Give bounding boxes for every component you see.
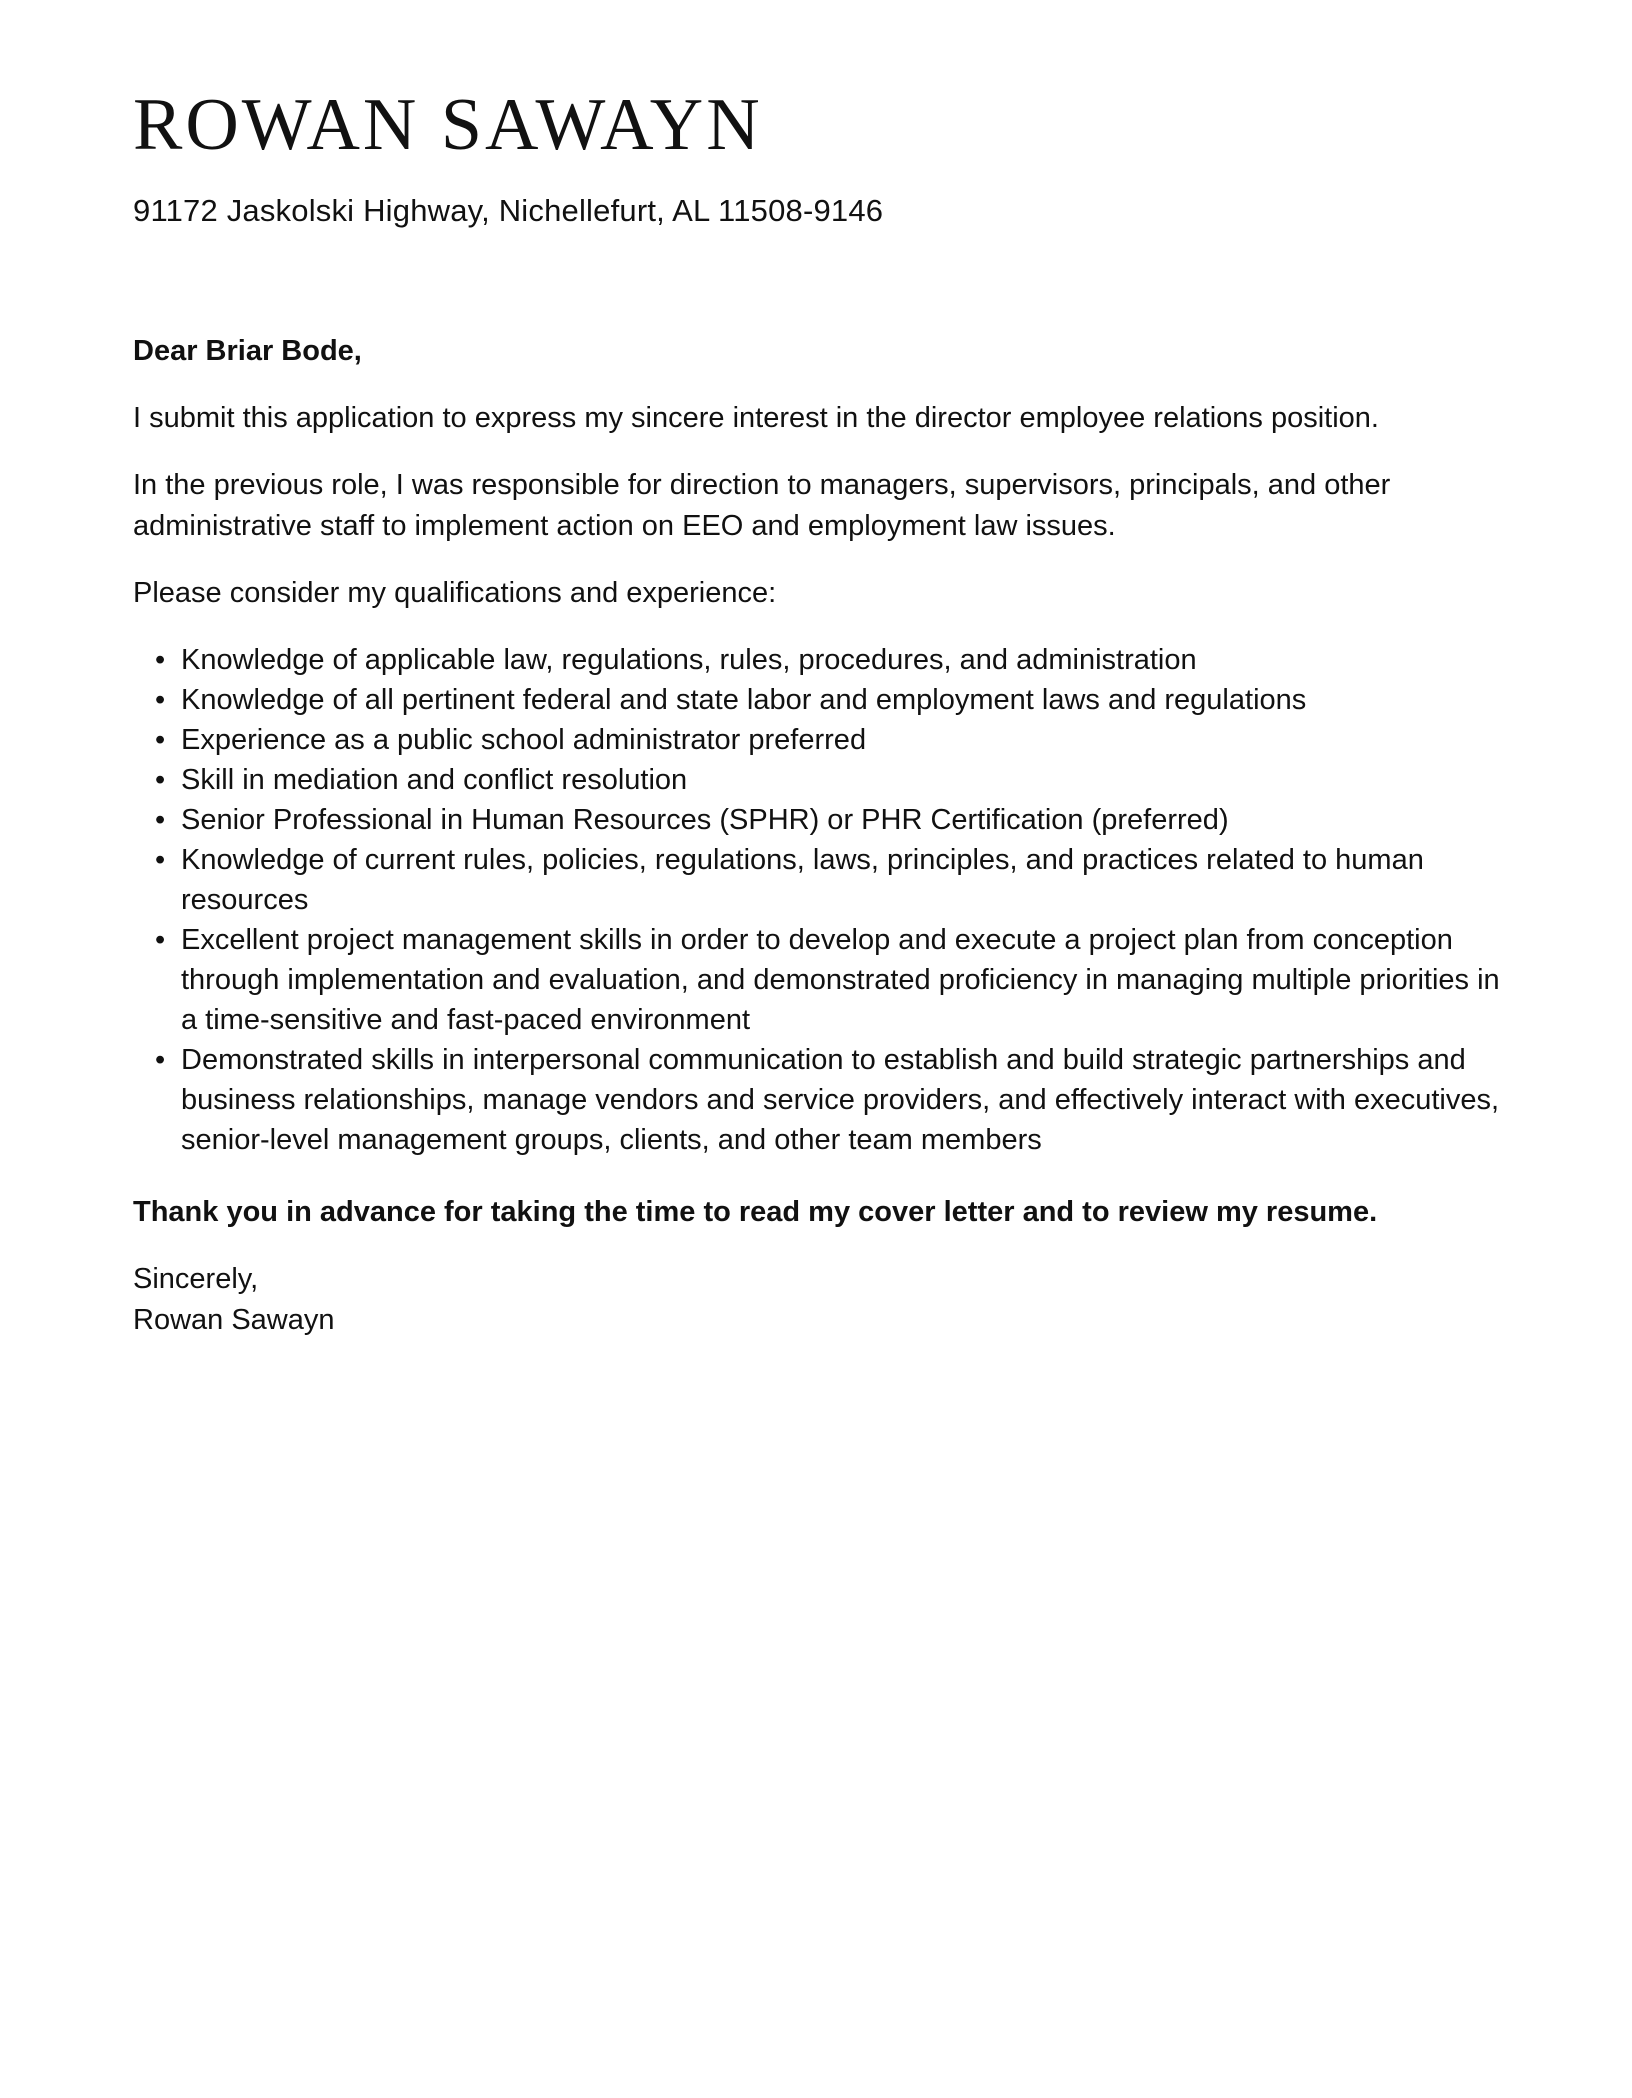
bullet-icon: • [155,844,166,876]
bullet-icon: • [155,1044,166,1076]
bullet-icon: • [155,924,166,956]
closing-statement: Thank you in advance for taking the time to read my cover letter and to review my resume. [133,1196,1378,1228]
applicant-name: ROWAN SAWAYN [133,84,763,166]
list-item [133,720,1503,760]
letter-body [133,331,1503,1341]
signoff-block [133,1259,1503,1341]
bullet-icon: • [155,684,166,716]
applicant-address: 91172 Jaskolski Highway, Nichellefurt, AL 11508-9146 [133,193,884,228]
signature-name: Rowan Sawayn [133,1304,335,1336]
salutation: Dear Briar Bode, [133,335,362,367]
list-item [133,920,1503,1040]
list-item-text: Excellent project management skills in order to develop and execute a project plan from conception through implementation and evaluation, and demonstrated proficiency in managing multiple priorities in a time-sensitive and fast-paced environment [181,924,1500,1036]
list-item [133,640,1503,680]
list-item-text: Demonstrated skills in interpersonal communication to establish and build strategic partnerships and business relationships, manage vendors and service providers, and effectively interact with executives, senior-level management groups, clients, and other team members [181,1044,1500,1156]
list-item-text: Knowledge of current rules, policies, regulations, laws, principles, and practices related to human resources [181,844,1424,916]
list-item [133,680,1503,720]
bullet-icon: • [155,644,166,676]
bullet-icon: • [155,724,166,756]
signoff-text: Sincerely, [133,1263,259,1295]
list-item [133,760,1503,800]
bullet-icon: • [155,764,166,796]
qualifications-intro: Please consider my qualifications and experience: [133,577,777,609]
list-item-text: Experience as a public school administrator preferred [181,724,867,756]
bullet-icon: • [155,804,166,836]
list-item [133,1040,1503,1160]
list-item-text: Knowledge of applicable law, regulations, rules, procedures, and administration [181,644,1197,676]
intro-paragraph: I submit this application to express my sincere interest in the director employee relations position. [133,402,1379,434]
list-item [133,840,1503,920]
list-item-text: Senior Professional in Human Resources (SPHR) or PHR Certification (preferred) [181,804,1229,836]
qualifications-list [133,640,1503,1160]
list-item-text: Knowledge of all pertinent federal and state labor and employment laws and regulations [181,684,1307,716]
list-item-text: Skill in mediation and conflict resolution [181,764,688,796]
experience-paragraph: In the previous role, I was responsible for direction to managers, supervisors, principals, and other administrative staff to implement action on EEO and employment law issues. [133,469,1391,542]
list-item [133,800,1503,840]
